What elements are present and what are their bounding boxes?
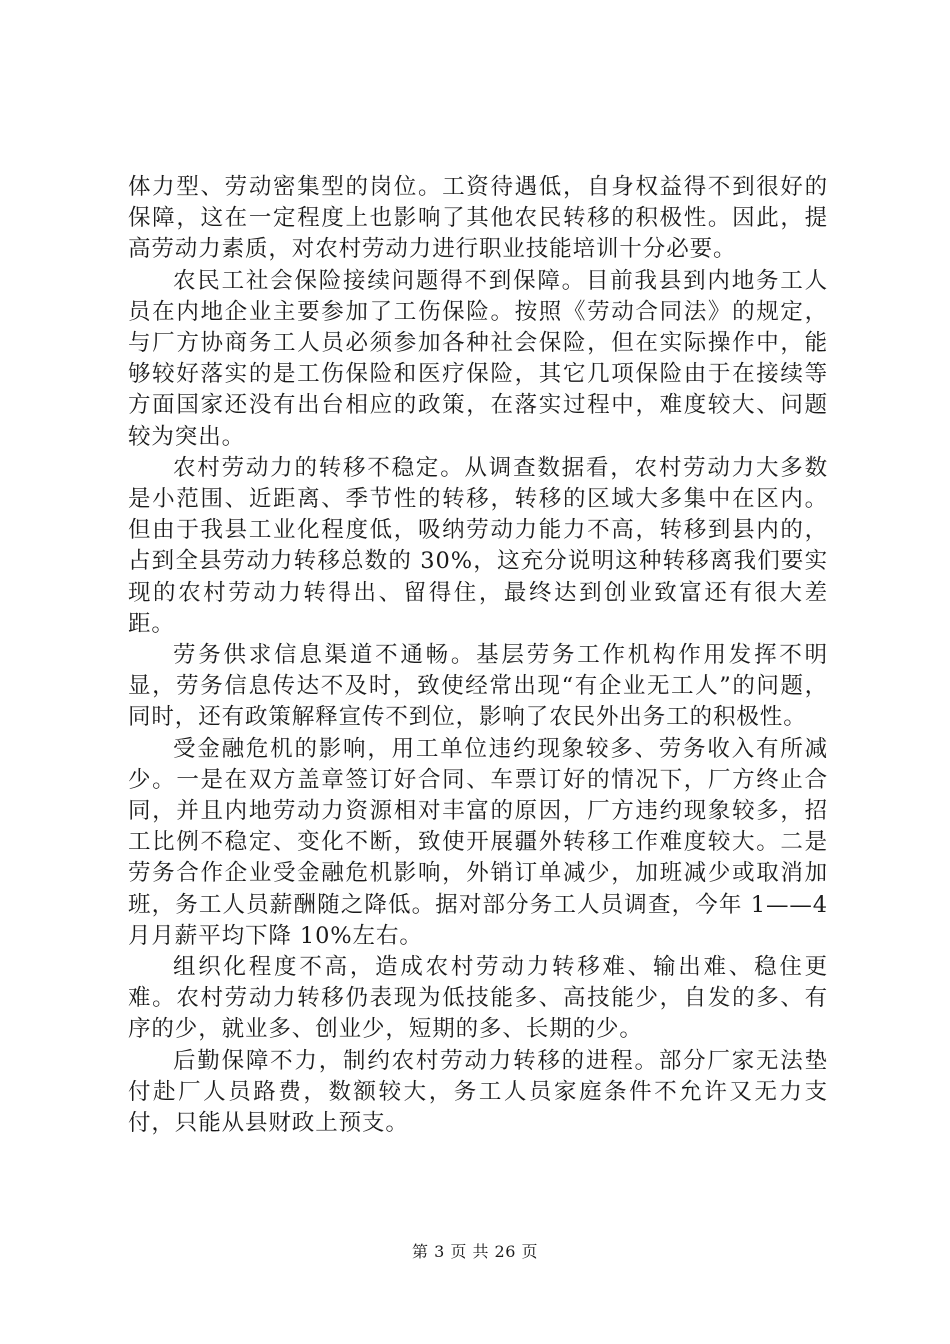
paragraph: 组织化程度不高，造成农村劳动力转移难、输出难、稳住更难。农村劳动力转移仍表现为低技能多、高技能少，自发的多、有序的少，就业多、创业少，短期的多、长期的少。	[128, 954, 828, 1043]
paragraph: 受金融危机的影响，用工单位违约现象较多、劳务收入有所减少。一是在双方盖章签订好合同、车票订好的情况下，厂方终止合同，并且内地劳动力资源相对丰富的原因，厂方违约现象较多，招工比例不稳定、变化不断，致使开展疆外转移工作难度较大。二是劳务合作企业受金融危机影响，外销订单减少，加班减少或取消加班，务工人员薪酬随之降低。据对部分务工人员调查，今年 1——4 月月薪平均下降 10%左右。	[128, 735, 828, 949]
paragraph: 后勤保障不力，制约农村劳动力转移的进程。部分厂家无法垫付赴厂人员路费，数额较大，务工人员家庭条件不允许又无力支付，只能从县财政上预支。	[128, 1047, 828, 1137]
paragraph: 农民工社会保险接续问题得不到保障。目前我县到内地务工人员在内地企业主要参加了工伤保险。按照《劳动合同法》的规定，与厂方协商务工人员必须参加各种社会保险，但在实际操作中，能够较好落实的是工伤保险和医疗保险，其它几项保险由于在接续等方面国家还没有出台相应的政策，在落实过程中，难度较大、问题较为突出。	[128, 267, 828, 450]
page-footer	[0, 1239, 950, 1262]
page-number-indicator: 第 3 页 共 26 页	[412, 1242, 538, 1261]
document-body	[128, 172, 828, 1139]
paragraph: 农村劳动力的转移不稳定。从调查数据看，农村劳动力大多数是小范围、近距离、季节性的转移，转移的区域大多集中在区内。但由于我县工业化程度低，吸纳劳动力能力不高，转移到县内的，占到全县劳动力转移总数的 30%，这充分说明这种转移离我们要实现的农村劳动力转得出、留得住，最终达到创业致富还有很大差距。	[128, 454, 828, 637]
paragraph: 体力型、劳动密集型的岗位。工资待遇低，自身权益得不到很好的保障，这在一定程度上也影响了其他农民转移的积极性。因此，提高劳动力素质，对农村劳动力进行职业技能培训十分必要。	[128, 174, 828, 263]
paragraph: 劳务供求信息渠道不通畅。基层劳务工作机构作用发挥不明显，劳务信息传达不及时，致使经常出现“有企业无工人”的问题，同时，还有政策解释宣传不到位，影响了农民外出务工的积极性。	[128, 642, 828, 731]
